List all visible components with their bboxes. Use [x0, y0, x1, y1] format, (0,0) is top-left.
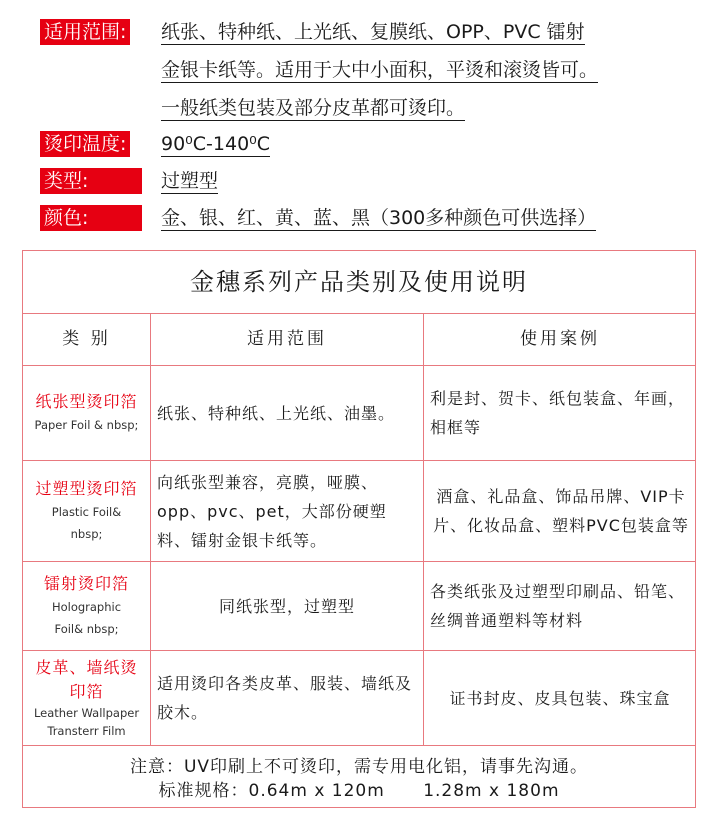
category-name: 过塑型烫印箔: [35, 479, 138, 498]
row-cases: 各类纸张及过塑型印刷品、铅笔、丝绸普通塑料等材料: [430, 582, 686, 630]
row-scope: 纸张、特种纸、上光纸、油墨。: [157, 403, 396, 423]
footer-note: [23, 755, 695, 803]
spec-line: 标准规格：0.64m x 120m 1.28m x 180m: [158, 781, 560, 801]
table-row-category: [23, 366, 150, 460]
scope-line-1: 纸张、特种纸、上光纸、复膜纸、OPP、PVC 镭射: [161, 21, 585, 43]
row-cases: 证书封皮、皮具包装、珠宝盒: [449, 688, 671, 708]
row-scope: 同纸张型，过塑型: [218, 596, 355, 616]
row-cases: 利是封、贺卡、纸包装盒、年画，相框等: [430, 389, 686, 437]
color-label: 颜色:: [40, 205, 142, 231]
category-english: Leather Wallpaper Transterr Film: [33, 706, 140, 738]
table-row-category: [23, 651, 150, 745]
row-cases: 酒盒、礼品盒、饰品吊牌、VIP卡片、化妆品盒、塑料PVC包装盒等: [433, 487, 689, 535]
category-english: Paper Foil & nbsp;: [34, 418, 139, 432]
table-title: 金穗系列产品类别及使用说明: [190, 268, 528, 296]
type-label: 类型:: [40, 168, 142, 194]
header-scope: 适用范围: [247, 328, 327, 349]
divider: [150, 313, 151, 745]
header-category: 类 别: [62, 328, 111, 349]
category-name: 皮革、墙纸烫印箔: [35, 658, 138, 701]
category-english: Plastic Foil& nbsp;: [51, 505, 122, 541]
temperature-label: 烫印温度:: [40, 131, 130, 157]
scope-line-3: 一般纸类包装及部分皮革都可烫印。: [161, 97, 466, 119]
temperature-value: 90⁰C-140⁰C: [161, 133, 271, 155]
type-value: 过塑型: [161, 170, 219, 192]
row-scope: 适用烫印各类皮革、服装、墙纸及胶木。: [157, 674, 413, 722]
category-name: 纸张型烫印箔: [35, 392, 138, 411]
color-value: 金、银、红、黄、蓝、黑（300多种颜色可供选择）: [161, 207, 597, 229]
scope-line-2: 金银卡纸等。适用于大中小面积，平烫和滚烫皆可。: [161, 59, 599, 81]
scope-label: 适用范围:: [40, 19, 130, 45]
table-row-category: [23, 562, 150, 650]
note-text: 注意：UV印刷上不可烫印，需专用电化铝，请事先沟通。: [129, 757, 589, 777]
product-table: [22, 250, 696, 808]
row-scope: 向纸张型兼容，亮膜，哑膜、opp、pvc、pet，大部份硬塑料、镭射金银卡纸等。: [157, 472, 387, 550]
category-english: Holographic Foil& nbsp;: [51, 600, 122, 636]
header-cases: 使用案例: [520, 328, 600, 349]
divider: [23, 745, 695, 746]
table-row-category: [23, 461, 150, 561]
category-name: 镭射烫印箔: [43, 574, 129, 593]
